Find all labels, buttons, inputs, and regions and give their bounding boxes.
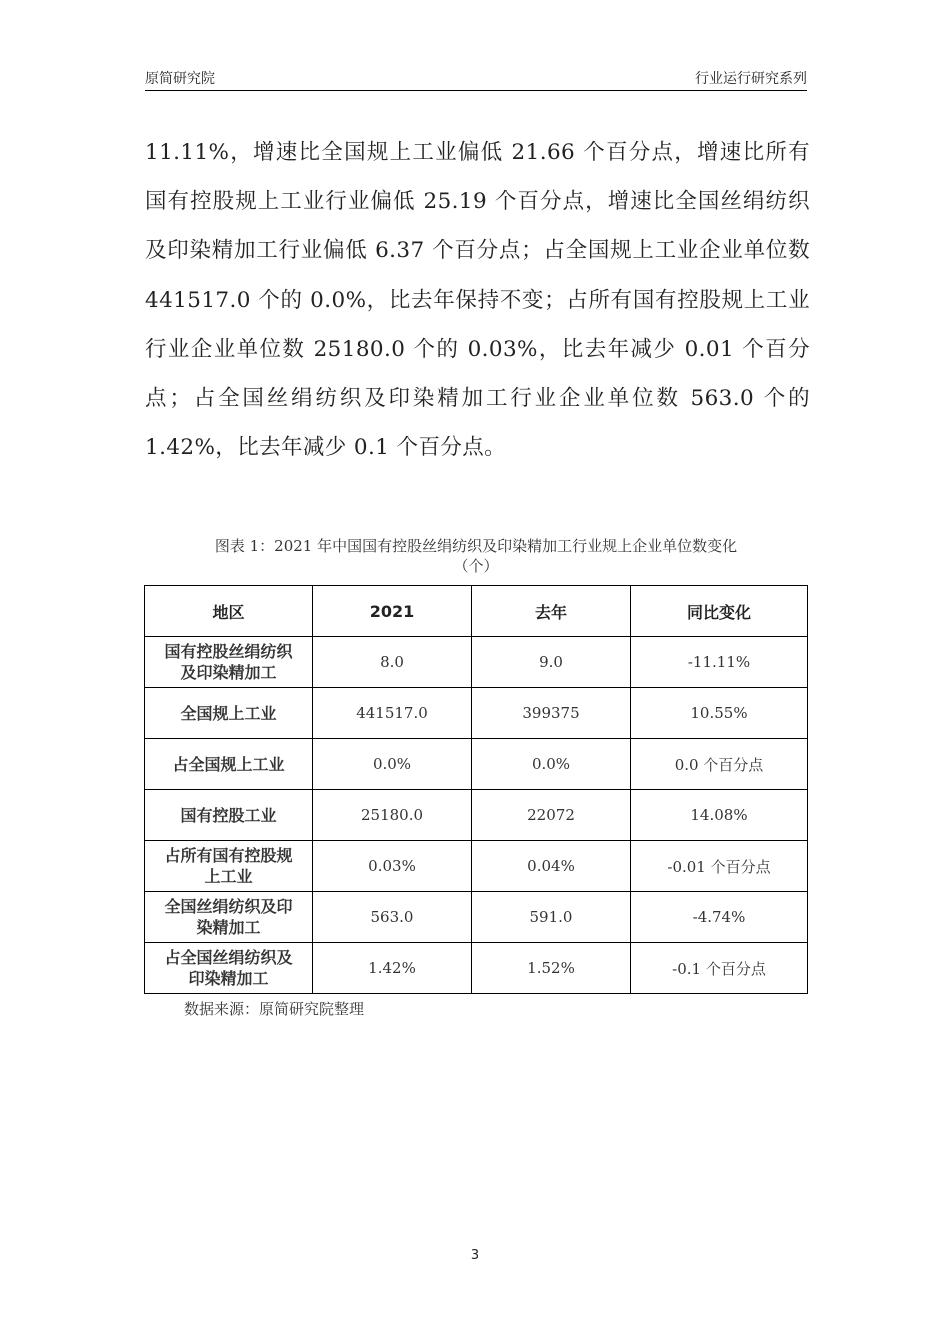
table-row <box>145 943 808 994</box>
cell-last-year: 1.52% <box>472 943 631 994</box>
header-series-name: 行业运行研究系列 <box>695 71 807 87</box>
body-paragraph: 11.11%，增速比全国规上工业偏低 21.66 个百分点，增速比所有国有控股规上工业行业偏低 25.19 个百分点，增速比全国丝绢纺织及印染精加工行业偏低 6.37 个百分点；占全国规上工业企业单位数 441517.0 个的 0.0%，比去年保持不变；占所有国有控股规上工业行业企业单位数 25180.0 个的 0.03%，比去年减少 0.01 个百分点；占全国丝绢纺织及印染精加工行业企业单位数 563.0 个的 1.42%，比去年减少 0.1 个百分点。 <box>145 140 810 461</box>
cell-2021: 8.0 <box>313 637 472 688</box>
row-label: 国有控股丝绢纺织及印染精加工 <box>145 637 313 688</box>
cell-2021: 441517.0 <box>313 688 472 739</box>
cell-2021: 1.42% <box>313 943 472 994</box>
table-row <box>145 892 808 943</box>
page-header <box>145 64 807 91</box>
cell-yoy-change: 0.0 个百分点 <box>631 739 808 790</box>
cell-last-year: 9.0 <box>472 637 631 688</box>
table-caption-title: 图表 1：2021 年中国国有控股丝绢纺织及印染精加工行业规上企业单位数变化 <box>214 537 738 555</box>
cell-yoy-change: -0.01 个百分点 <box>631 841 808 892</box>
cell-yoy-change: 10.55% <box>631 688 808 739</box>
cell-yoy-change: -11.11% <box>631 637 808 688</box>
cell-last-year: 22072 <box>472 790 631 841</box>
page-number: 3 <box>470 1248 480 1263</box>
data-source-note: 数据来源：原简研究院整理 <box>184 1000 365 1018</box>
data-table <box>144 585 808 994</box>
cell-2021: 0.0% <box>313 739 472 790</box>
table-caption-unit: （个） <box>453 557 499 575</box>
table-row <box>145 688 808 739</box>
col-header-region: 地区 <box>145 586 313 637</box>
table-row <box>145 739 808 790</box>
cell-last-year: 399375 <box>472 688 631 739</box>
cell-yoy-change: 14.08% <box>631 790 808 841</box>
cell-last-year: 0.0% <box>472 739 631 790</box>
cell-2021: 563.0 <box>313 892 472 943</box>
col-header-2021: 2021 <box>313 586 472 637</box>
row-label: 占全国丝绢纺织及印染精加工 <box>145 943 313 994</box>
cell-yoy-change: -4.74% <box>631 892 808 943</box>
row-label: 占全国规上工业 <box>145 739 313 790</box>
cell-2021: 0.03% <box>313 841 472 892</box>
row-label: 全国规上工业 <box>145 688 313 739</box>
col-header-last-year: 去年 <box>472 586 631 637</box>
table-caption <box>140 536 812 576</box>
row-label: 占所有国有控股规上工业 <box>145 841 313 892</box>
cell-last-year: 0.04% <box>472 841 631 892</box>
table-row <box>145 841 808 892</box>
cell-2021: 25180.0 <box>313 790 472 841</box>
cell-last-year: 591.0 <box>472 892 631 943</box>
table-header-row <box>145 586 808 637</box>
col-header-yoy-change: 同比变化 <box>631 586 808 637</box>
table-row <box>145 790 808 841</box>
cell-yoy-change: -0.1 个百分点 <box>631 943 808 994</box>
table-row <box>145 637 808 688</box>
row-label: 全国丝绢纺织及印染精加工 <box>145 892 313 943</box>
row-label: 国有控股工业 <box>145 790 313 841</box>
header-org-name: 原简研究院 <box>145 71 215 87</box>
